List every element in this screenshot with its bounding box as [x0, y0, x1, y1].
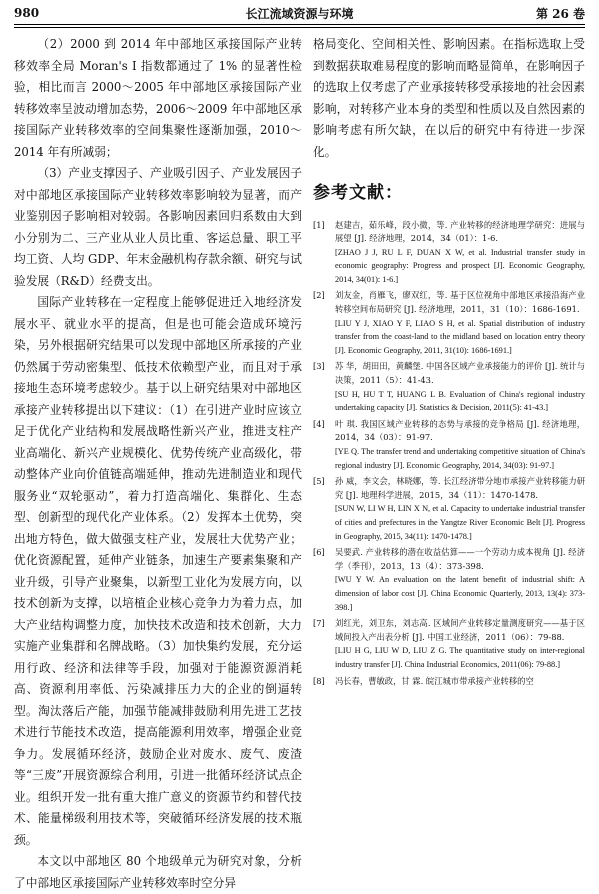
- reference-number: [2]: [313, 290, 325, 301]
- reference-chinese: 吴要武. 产业转移的潜在收益估算——一个劳动力成本视角 [J]. 经济学（季刊），2013，13（4）：373-398.: [335, 547, 585, 571]
- reference-body: [335, 360, 585, 414]
- reference-list: [313, 219, 585, 689]
- conclusion-paragraph-2: （2）2000 到 2014 年中部地区承接国际产业转移效率全局 Moran's I 指数都通过了 1% 的显著性检验，相比而言 2000～2005 年中部地区承接国际产业转移效率呈波动增加态势，2006～2009 年中部地区承接国际产业转移效率的空间集聚性逐渐加强，2010～2014 年有所减弱；: [14, 37, 302, 159]
- reference-chinese: 苏 华，胡田田，黄麟堡. 中国各区域产业承接能力的评价 [J]. 统计与决策，2011（5）：41-43.: [335, 361, 585, 386]
- reference-item: [313, 360, 585, 414]
- reference-english: [WU Y W. An evaluation on the latent benefit of industrial shift: A dimension of labor cost [J]. China Economic Quarterly, 2013, 13(4): 373-398.]: [335, 575, 585, 612]
- left-column: [14, 34, 302, 894]
- reference-chinese: 刘友金，肖雁飞，廖双红，等. 基于区位视角中部地区承接沿海产业转移空间布局研究 [J]. 经济地理，2011，31（10）：1686-1691.: [335, 290, 585, 315]
- reference-number: [6]: [313, 547, 325, 558]
- reference-chinese: 孙 威，李文会，林晓娜，等. 长江经济带分地市承接产业转移能力研究 [J]. 地理科学进展，2015，34（11）：1470-1478.: [335, 476, 585, 500]
- reference-number: [7]: [313, 618, 325, 629]
- reference-chinese: 赵建吉，茹乐峰，段小微，等. 产业转移的经济地理学研究：进展与展望 [J]. 经济地理，2014，34（01）：1-6.: [335, 219, 585, 244]
- reference-english: [YE Q. The transfer trend and undertaking competitive situation of China's regional industry [J]. Economic Geography, 2014, 34(03): 91-97.]: [335, 447, 585, 470]
- reference-item: [313, 675, 585, 689]
- reference-english: [LIU Y J, XIAO Y F, LIAO S H, et al. Spatial distribution of industry transfer from the coast-land to the midland based on location entry theory [J]. Economic Geography, 2011, 31(10): 1686-1691.]: [335, 318, 585, 355]
- reference-body: [335, 675, 585, 689]
- limitations-paragraph-start: 本文以中部地区 80 个地级单元为研究对象，分析了中部地区承接国际产业转移效率时空分异: [14, 854, 302, 890]
- page-number: 980: [14, 6, 40, 20]
- reference-body: [335, 418, 585, 472]
- limitations-paragraph-end: 格局变化、空间相关性、影响因素。在指标选取上受到数据获取难易程度的影响而略显简单，在影响因子的选取上仅考虑了产业承接转移受承接地的社会因素影响，对转移产业本身的类型和性质以及自然因素的影响考虑有所欠缺，在以后的研究中有待进一步深化。: [313, 37, 585, 159]
- reference-body: [335, 546, 585, 614]
- reference-english: [SU H, HU T T, HUANG L B. Evaluation of China's regional industry undertaking capacity [J]. Statistics & Decision, 2011(5): 41-43.]: [335, 389, 585, 413]
- reference-body: [335, 289, 585, 357]
- suggestions-paragraph: 国际产业转移在一定程度上能够促进迁入地经济发展水平、就业水平的提高，但是也可能会造成环境污染，另外根据研究结果可以发现中部地区所承接的产业仍然属于劳动密集型、低技术依赖型产业，而且对于承接地生态环境考虑较少。基于以上研究结果对中部地区承接产业转移提出以下建议：（1）在引进产业时应该立足于优化产业结构和发展战略性新兴产业，推进支柱产业高端化、新兴产业规模化、优势传统产业高级化，带动整体产业向价值链高端延伸，推动先进制造业和现代服务业“双轮驱动”，着力打造高端化、集群化、生态型、创新型的现代化产业体系。（2）发挥本土优势，突出地方特色，做大做强支柱产业，发展壮大优势产业；优化资源配置，延伸产业链条，加速生产要素集聚和产业升级，引导产业聚集，以新型工业化为发展方向，以技术创新为支撑，以培植企业核心竞争力为着力点，加大产业结构调整力度，加快技术改造和技术创新，大力实施产业集群和名牌战略。（3）加快集约发展，充分运用行政、经济和法律等手段，加强对于能源资源消耗高、资源利用率低、污染减排压力大的企业的倒逼转型。淘汰落后产能，加强节能减排鼓励利用先进工艺技术进行节能技术改造，提高能源利用效率，增强企业竞争力。发展循环经济，鼓励企业对废水、废气、废渣等“三废”开展资源综合利用，引进一批循环经济试点企业。组织开发一批有重大推广意义的资源节约和替代技术、能量梯级利用技术等，突破循环经济发展的技术瓶颈。: [14, 295, 302, 847]
- journal-title: 长江流域资源与环境: [245, 6, 354, 21]
- volume-label: 第 26 卷: [535, 6, 585, 21]
- reference-body: [335, 617, 585, 671]
- reference-number: [8]: [313, 675, 325, 686]
- reference-english: [SUN W, LI W H, LIN X N, et al. Capacity to undertake industrial transfer of cities and prefectures in the Yangtze River Economic Belt [J]. Progress in Geography, 2015, 34(11): 1470-1478.]: [335, 504, 585, 541]
- header-rule: [14, 24, 585, 25]
- reference-chinese: 冯长春，曹敏政，甘 霖. 皖江城市带承接产业转移的空: [335, 675, 534, 686]
- reference-body: [335, 219, 585, 287]
- reference-item: [313, 289, 585, 357]
- reference-item: [313, 418, 585, 472]
- reference-chinese: 叶 琪. 我国区域产业转移的态势与承接的竞争格局 [J]. 经济地理，2014，34（03）：91-97.: [335, 418, 585, 443]
- reference-item: [313, 546, 585, 614]
- page-header: [14, 4, 585, 22]
- reference-number: [5]: [313, 476, 325, 487]
- references-heading: 参考文献：: [313, 183, 403, 203]
- reference-item: [313, 617, 585, 671]
- reference-chinese: 刘红光，刘卫东，刘志高. 区域间产业转移定量测度研究——基于区域间投入产出表分析 [J]. 中国工业经济，2011（06）：79-88.: [335, 618, 585, 642]
- reference-number: [4]: [313, 418, 325, 429]
- reference-body: [335, 475, 585, 543]
- right-column: [313, 34, 585, 691]
- reference-english: [LIU H G, LIU W D, LIU Z G. The quantitative study on inter-regional industry transfer [J]. China Industrial Economics, 2011(06): 79-88.]: [335, 646, 585, 669]
- reference-item: [313, 475, 585, 543]
- reference-number: [3]: [313, 361, 325, 372]
- reference-item: [313, 219, 585, 287]
- header-rule-thin: [14, 27, 585, 28]
- reference-english: [ZHAO J J, RU L F, DUAN X W, et al. Industrial transfer study in economic geography: Progress and prospect [J]. Economic Geography, 2014, 34(01): 1-6.]: [335, 247, 585, 284]
- reference-number: [1]: [313, 219, 325, 230]
- conclusion-paragraph-3: （3）产业支撑因子、产业吸引因子、产业发展因子对中部地区承接国际产业转移效率影响较为显著，而产业鉴别因子影响相对较弱。各影响因素回归系数由大到小分别为二、三产业从业人员比重、客运总量、职工平均工资、人均 GDP、年末金融机构存款余额、研究与试验发展（R&D）经费支出。: [14, 166, 302, 288]
